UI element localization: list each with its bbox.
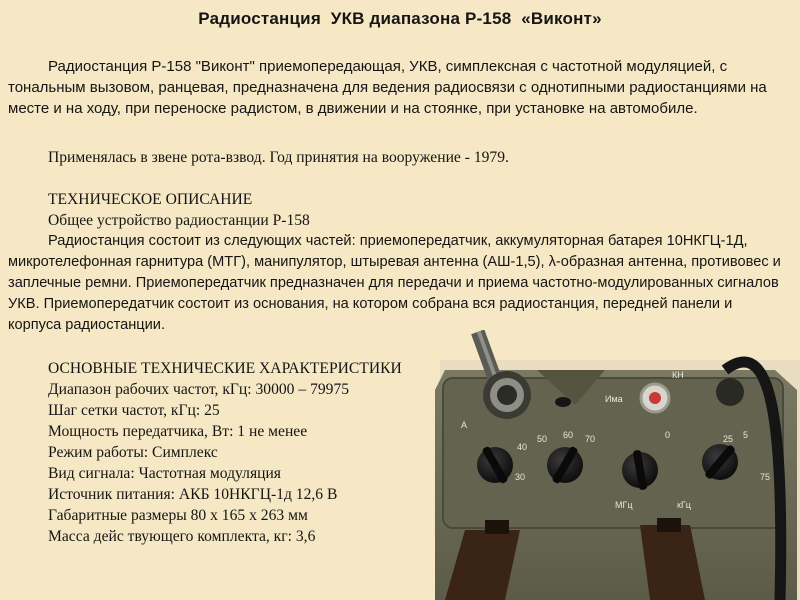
scale-30-label: 30 [515,472,526,482]
specs-heading: ОСНОВНЫЕ ТЕХНИЧЕСКИЕ ХАРАКТЕРИСТИКИ [48,360,402,377]
spec-item: Мощность передатчика, Вт: 1 не менее [48,423,308,440]
mgc-label: МГц [615,500,633,510]
radio-station-illustration [425,330,800,600]
spec-item: Габаритные размеры 80 х 165 х 263 мм [48,507,308,524]
scale-70-label: 70 [585,434,596,444]
spec-item: Вид сигнала: Частотная модуляция [48,465,281,482]
specs-list [48,379,349,547]
intro-lead: Радиостанция Р-158 [48,58,196,75]
scale-50-label: 50 [537,434,548,444]
spec-item: Масса дейс твующего комплекта, кг: 3,6 [48,528,316,545]
intro-paragraph [8,56,788,119]
spec-item: Источник питания: АКБ 10НКГЦ-1д 12,6 В [48,486,338,503]
spec-item: Диапазон рабочих частот, кГц: 30000 – 79975 [48,381,350,398]
scale-0-label: 0 [665,430,671,440]
tech-body: Радиостанция состоит из следующих частей: приемопередатчик, аккумуляторная батарея 10НКГЦ-1Д, микротелефонная гарнитура (МТГ), манипулятор, штыревая антенна (АШ-1,5), λ-образная антенна, противовес и заплечные ремни. Приемопередатчик предназначен для передачи и приема частотно-модулированных сигналов УКВ. Приемопередатчик состоит из основания, на котором собрана вся радиостанция, передней панели и корпуса радиостанции. [8,233,781,333]
scale-75-label: 75 [760,472,771,482]
usage-line: Применялась в звене рота-взвод. Год принятия на вооружение - 1979. [48,149,509,166]
tech-subheading: Общее устройство радиостанции Р-158 [48,212,310,229]
scale-40-label: 40 [517,442,528,452]
spec-item: Режим работы: Симплекс [48,444,218,461]
intro-text: "Виконт" приемопередающая, УКВ, симплексная с частотной модуляцией, с тональным вызовом, ранцевая, предназначена для ведения радиосвязи с однотипными радиостанциями на месте и на ходу, при переноске радистом, в движении и на стоянке, при установке на автомобиле. [8,58,767,117]
knob-icon-4 [702,444,738,480]
khz-label: кГц [677,500,691,510]
scale-60-label: 60 [563,430,574,440]
mhz-label: Има [605,394,623,404]
scale-5-label: 5 [743,430,749,440]
a-mark-label: A [461,420,468,430]
radio-station-photo [425,330,800,600]
kn-label: КН [672,370,684,380]
tech-heading: ТЕХНИЧЕСКОЕ ОПИСАНИЕ [48,191,253,208]
spec-item: Шаг сетки частот, кГц: 25 [48,402,220,419]
slide-title: Радиостанция УКВ диапазона Р-158 «Виконт» [198,9,602,28]
scale-25-label: 25 [723,434,734,444]
